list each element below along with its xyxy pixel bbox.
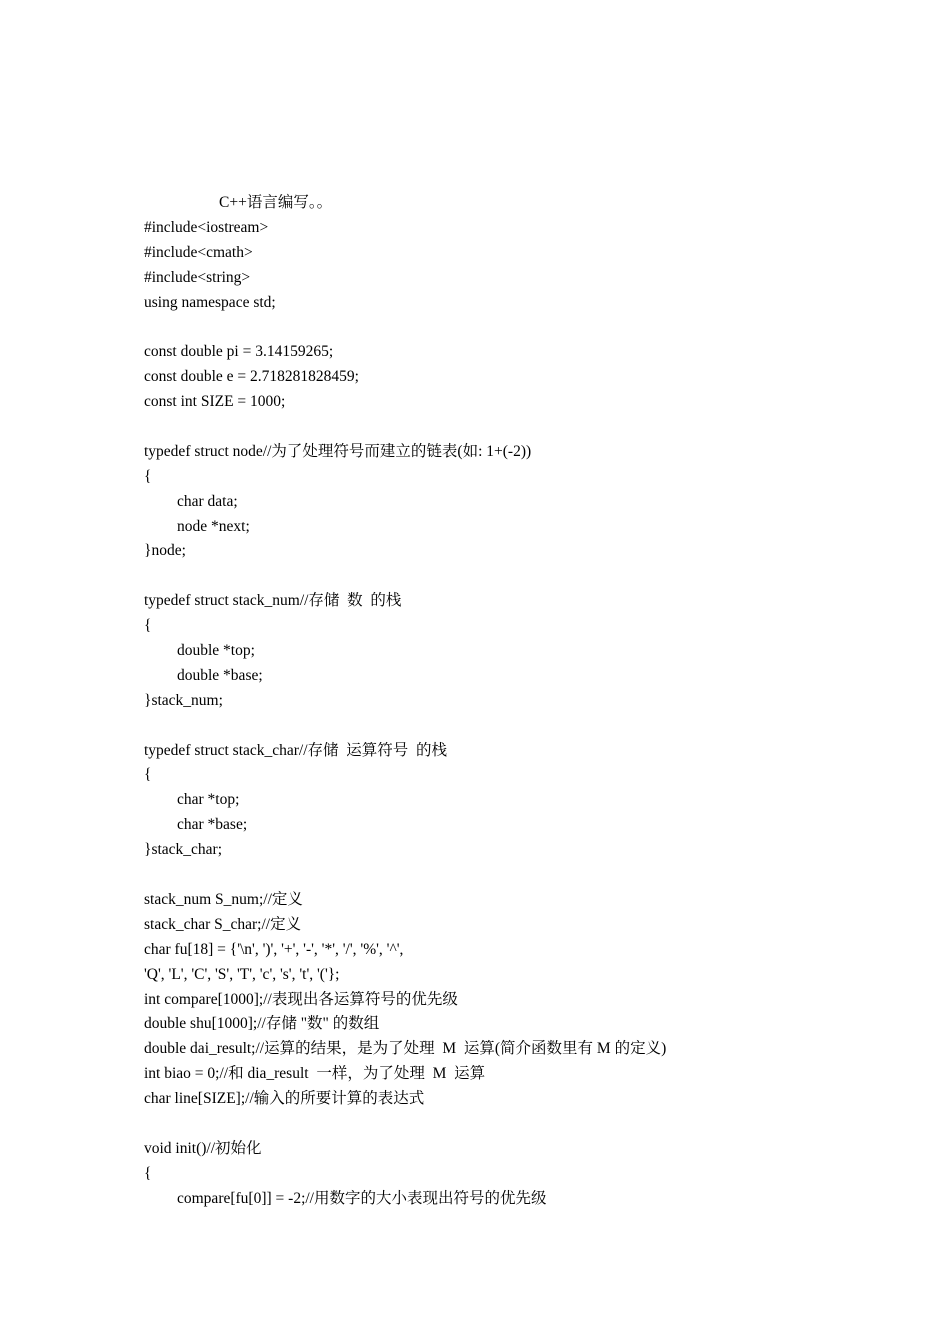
blank-line [144,315,904,340]
code-line: { [144,617,152,635]
code-line: double shu[1000];//存储 "数" 的数组 [144,1015,380,1033]
code-line: typedef struct stack_num//存储 数 的栈 [144,592,402,610]
code-line: char data; [177,492,238,510]
code-line: }node; [144,542,186,560]
code-line: }stack_num; [144,691,223,709]
code-line: using namespace std; [144,293,276,311]
code-line: #include<cmath> [144,243,253,261]
code-line: typedef struct node//为了处理符号而建立的链表(如: 1+(-2)) [144,442,532,460]
code-line: }stack_char; [144,841,223,859]
code-line: { [144,1164,152,1182]
blank-line [144,1112,904,1137]
code-line: { [144,766,152,784]
code-line: int biao = 0;//和 dia_result 一样，为了处理 M 运算 [144,1065,486,1083]
code-line: int compare[1000];//表现出各运算符号的优先级 [144,990,458,1008]
code-line: const int SIZE = 1000; [144,393,286,411]
code-listing [144,191,904,1212]
code-line: char *base; [177,816,248,834]
code-line: char *top; [177,791,240,809]
code-line: const double e = 2.718281828459; [144,368,359,386]
code-line: 'Q', 'L', 'C', 'S', 'T', 'c', 's', 't', '('}; [144,965,340,983]
blank-line [144,714,904,739]
blank-line [144,564,904,589]
code-line: #include<string> [144,268,251,286]
code-line: const double pi = 3.14159265; [144,343,334,361]
code-line: stack_num S_num;//定义 [144,890,303,908]
code-line: void init()//初始化 [144,1139,262,1157]
code-line: node *next; [177,517,250,535]
code-line: char fu[18] = {'\n', ')', '+', '-', '*', '/', '%', '^', [144,940,404,958]
document-heading: C++语言编写。。 [219,194,333,211]
code-line: double *base; [177,666,263,684]
code-line: char line[SIZE];//输入的所要计算的表达式 [144,1090,425,1108]
code-line: #include<iostream> [144,218,269,236]
code-line: double *top; [177,642,255,660]
code-line: double dai_result;//运算的结果，是为了处理 M 运算(简介函数里有 M 的定义) [144,1040,667,1058]
blank-line [144,415,904,440]
code-line: compare[fu[0]] = -2;//用数字的大小表现出符号的优先级 [177,1189,547,1207]
code-line: stack_char S_char;//定义 [144,915,302,933]
blank-line [144,863,904,888]
code-line: typedef struct stack_char//存储 运算符号 的栈 [144,741,448,759]
code-line: { [144,467,152,485]
